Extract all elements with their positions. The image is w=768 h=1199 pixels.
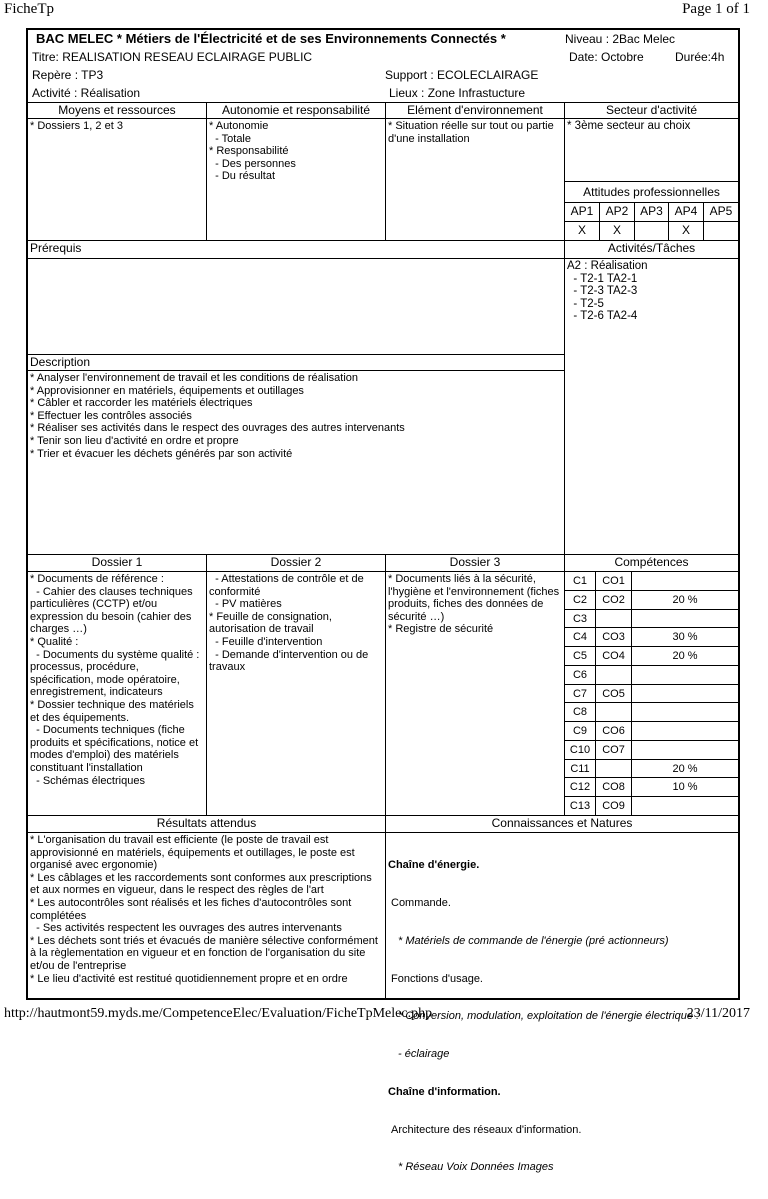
- dossier1-text: * Documents de référence : - Cahier des clauses techniques particulières (CCTP) et/ou expression du besoin (cahier des charges …) * Qualité : - Documents du système qualité : processus, procédure, spécification, mode opératoire, enregistrement, indicateurs * Dossier technique des matériels et des équipements. - Documents techniques (fiche produits et spécifications, notice et modes d'emploi) des matériels constituant l'installation - Schémas électriques: [28, 572, 207, 816]
- activites-text: A2 : Réalisation - T2-1 TA2-1 - T2-3 TA2-3 - T2-5 - T2-6 TA2-4: [565, 259, 738, 555]
- competence-weight: [632, 722, 738, 741]
- ap4-label: AP4: [669, 203, 704, 222]
- support: Support : ECOLECLAIRAGE: [385, 68, 539, 82]
- activite: Activité : Réalisation: [32, 86, 141, 100]
- ap1-mark: X: [565, 222, 600, 241]
- competence-weight: [632, 610, 738, 628]
- description-header: Description: [28, 355, 565, 371]
- usage-item1: * Conversion, modulation, exploitation de l'énergie électrique :: [398, 1010, 700, 1023]
- attitudes-header: Attitudes professionnelles: [565, 182, 738, 203]
- usage-item2: - éclairage: [398, 1048, 450, 1061]
- competence-weight: [632, 797, 738, 816]
- competence-code: C6: [565, 666, 596, 685]
- competence-objective: CO5: [596, 685, 632, 703]
- ap2-mark: X: [600, 222, 635, 241]
- date: Date: Octobre: [569, 50, 644, 64]
- dossier2-header: Dossier 2: [207, 555, 386, 572]
- competence-objective: [596, 666, 632, 685]
- duree: Durée:4h: [675, 50, 725, 64]
- footer-url: http://hautmont59.myds.me/CompetenceElec/Evaluation/FicheTpMelec.php: [4, 1006, 433, 1021]
- competence-objective: CO8: [596, 778, 632, 797]
- sheet-header: [28, 30, 738, 102]
- dossier3-header: Dossier 3: [386, 555, 565, 572]
- ap2-label: AP2: [600, 203, 635, 222]
- competence-weight: [632, 685, 738, 703]
- page-number: Page 1 of 1: [682, 1, 750, 17]
- competence-weight: [632, 666, 738, 685]
- competence-weight: 10 %: [632, 778, 738, 797]
- resultats-header: Résultats attendus: [28, 816, 386, 833]
- prerequis-text: [28, 258, 565, 355]
- autonomie-header: Autonomie et responsabilité: [207, 102, 386, 119]
- dossier3-text: * Documents liés à la sécurité, l'hygiène et l'environnement (fiches produits, fiches des données de sécurité …) * Registre de sécurité: [386, 572, 565, 816]
- resultats-text: * L'organisation du travail est efficiente (le poste de travail est approvisionné en matériels, équipements et outillages, le poste est organisé avec ergonomie) * Les câblages et les raccordements sont conformes aux prescriptions et aux normes en vigueur, dans le respect des règles de l'art * Les autocontrôles sont réalisés et les fiches d'autocontrôles sont complétées - Ses activités respectent les ouvrages des autres intervenants * Les déchets sont triés et évacués de manière sélective conformément à la règlementation en vigueur et en fonction de l'organisation du site et/ou de l'entreprise * Le lieu d'activité est restitué quotidiennement propre et en ordre: [28, 833, 386, 1000]
- competence-code: C12: [565, 778, 596, 797]
- ap5-label: AP5: [704, 203, 738, 222]
- competence-objective: [596, 703, 632, 722]
- program-title: * Métiers de l'Électricité et de ses Environnements Connectés *: [116, 31, 506, 46]
- dossier2-text: - Attestations de contrôle et de conformité - PV matières * Feuille de consignation, autorisation de travail - Feuille d'intervention - Demande d'intervention ou de travaux: [207, 572, 386, 816]
- energie-title: Chaîne d'énergie.: [388, 859, 480, 872]
- competences-header: Compétences: [565, 555, 738, 572]
- competence-code: C3: [565, 610, 596, 628]
- titre: Titre: REALISATION RESEAU ECLAIRAGE PUBLIC: [32, 50, 313, 64]
- competence-objective: CO9: [596, 797, 632, 816]
- environnement-header: Elément d'environnement: [386, 102, 565, 119]
- architecture-item: * Réseau Voix Données Images: [398, 1161, 554, 1174]
- commande: Commande.: [391, 896, 451, 909]
- moyens-header: Moyens et ressources: [28, 102, 207, 119]
- secteur-text: * 3ème secteur au choix: [565, 119, 738, 182]
- competence-objective: CO1: [596, 572, 632, 591]
- competence-objective: CO2: [596, 591, 632, 610]
- ap5-mark: [704, 222, 738, 241]
- competence-objective: CO4: [596, 647, 632, 666]
- moyens-text: * Dossiers 1, 2 et 3: [28, 119, 207, 241]
- competence-code: C2: [565, 591, 596, 610]
- ap3-label: AP3: [635, 203, 669, 222]
- competence-code: C10: [565, 741, 596, 760]
- secteur-header: Secteur d'activité: [565, 102, 738, 119]
- competences-grid: [565, 572, 738, 816]
- competence-weight: 20 %: [632, 647, 738, 666]
- info-title: Chaîne d'information.: [388, 1085, 501, 1098]
- competence-weight: 20 %: [632, 760, 738, 778]
- prerequis-header: Prérequis: [28, 241, 565, 258]
- connaissances-header: Connaissances et Natures: [386, 816, 738, 833]
- program-name: BAC MELEC: [36, 31, 114, 46]
- competence-code: C7: [565, 685, 596, 703]
- footer-date: 23/11/2017: [686, 1006, 750, 1021]
- page-title: FicheTp: [4, 1, 54, 17]
- competence-code: C4: [565, 628, 596, 647]
- dossier1-header: Dossier 1: [28, 555, 207, 572]
- competence-code: C13: [565, 797, 596, 816]
- ap4-mark: X: [669, 222, 704, 241]
- commande-item: * Matériels de commande de l'énergie (pré actionneurs): [398, 934, 669, 947]
- program-heading: [36, 32, 506, 46]
- competence-objective: [596, 610, 632, 628]
- competence-code: C11: [565, 760, 596, 778]
- competence-code: C9: [565, 722, 596, 741]
- competence-weight: 30 %: [632, 628, 738, 647]
- competence-weight: [632, 703, 738, 722]
- autonomie-text: * Autonomie - Totale * Responsabilité - Des personnes - Du résultat: [207, 119, 386, 241]
- environnement-text: * Situation réelle sur tout ou partie d'une installation: [386, 119, 565, 241]
- description-text: * Analyser l'environnement de travail et les conditions de réalisation * Approvisionner en matériels, équipements et outillages * Câbler et raccorder les matériels électriques * Effectuer les contrôles associés * Réaliser ses activités dans le respect des ouvrages des autres intervenants * Tenir son lieu d'activité en ordre et propre * Trier et évacuer les déchets générés par son activité: [28, 371, 565, 555]
- competence-objective: CO3: [596, 628, 632, 647]
- ap3-mark: [635, 222, 669, 241]
- competence-weight: 20 %: [632, 591, 738, 610]
- competence-objective: CO7: [596, 741, 632, 760]
- competence-code: C5: [565, 647, 596, 666]
- lieux: Lieux : Zone Infrastucture: [389, 86, 526, 100]
- activites-header: Activités/Tâches: [565, 241, 738, 259]
- competence-objective: CO6: [596, 722, 632, 741]
- competence-code: C8: [565, 703, 596, 722]
- niveau: Niveau : 2Bac Melec: [565, 32, 676, 46]
- competence-code: C1: [565, 572, 596, 591]
- competence-objective: [596, 760, 632, 778]
- competence-weight: [632, 741, 738, 760]
- ap1-label: AP1: [565, 203, 600, 222]
- architecture: Architecture des réseaux d'information.: [391, 1123, 582, 1136]
- repere: Repère : TP3: [32, 68, 104, 82]
- usage: Fonctions d'usage.: [391, 972, 483, 985]
- competence-weight: [632, 572, 738, 591]
